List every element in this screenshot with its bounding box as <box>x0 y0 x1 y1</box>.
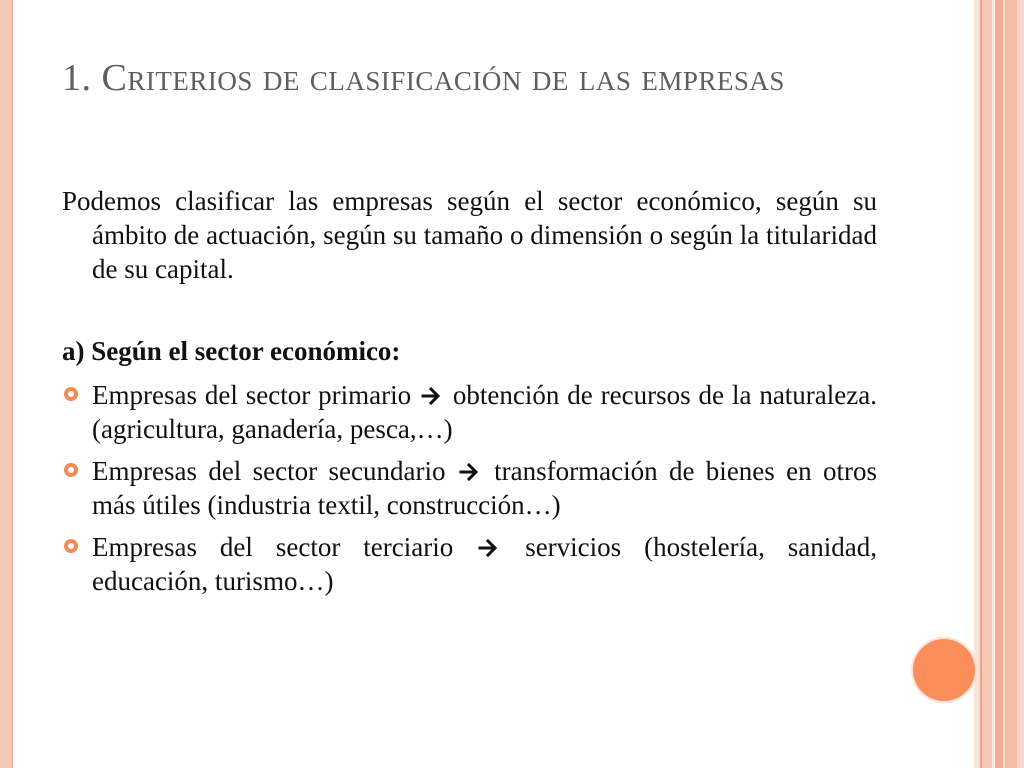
circle-bullet-icon <box>64 387 78 401</box>
intro-paragraph: Podemos clasificar las empresas según el sector económico, según su ámbito de actuación, según su tamaño o dimensión o según la titularidad de su capital. <box>62 186 877 284</box>
arrow-right-icon <box>459 462 481 482</box>
slide-title: 1. Criterios de clasificación de las empresas <box>62 57 785 99</box>
list-item <box>62 530 877 598</box>
circle-bullet-icon <box>64 539 78 553</box>
arrow-right-icon <box>478 538 500 558</box>
left-frame-border <box>0 0 12 768</box>
list-item <box>62 378 877 446</box>
section-heading: a) Según el sector económico: <box>62 336 401 366</box>
item-lead: Empresas del sector primario <box>92 380 412 410</box>
list-item <box>62 454 877 522</box>
item-detail: transformación de bienes en otros más útiles (industria textil, construcción…) <box>92 456 877 520</box>
sector-list <box>62 378 877 598</box>
item-detail: obtención de recursos de la naturaleza. (agricultura, ganadería, pesca,…) <box>92 380 877 444</box>
item-lead: Empresas del sector terciario <box>92 532 454 562</box>
circle-bullet-icon <box>64 463 78 477</box>
right-decorative-stripes <box>974 0 1024 768</box>
decorative-orange-circle <box>913 639 975 701</box>
slide-body <box>62 184 877 606</box>
item-lead: Empresas del sector secundario <box>92 456 446 486</box>
arrow-right-icon <box>421 386 443 406</box>
item-detail: servicios (hostelería, sanidad, educación, turismo…) <box>92 532 878 596</box>
